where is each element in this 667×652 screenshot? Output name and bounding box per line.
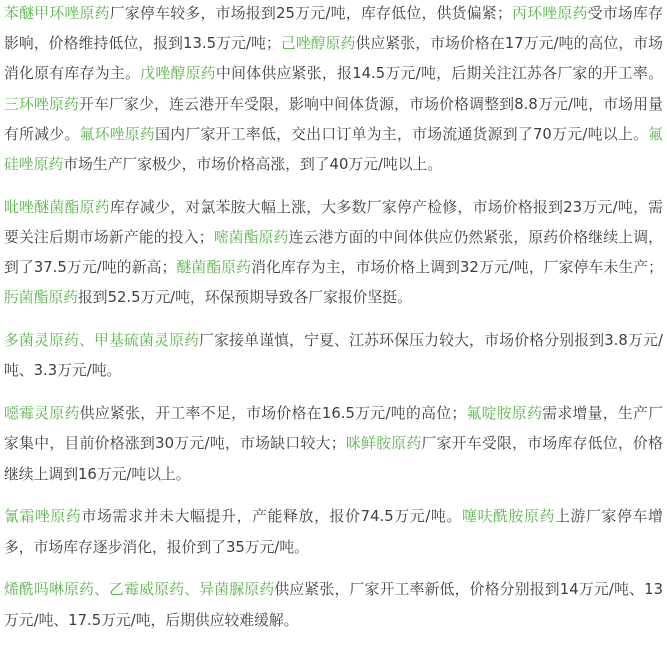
market-description-text: 连云港方面的中间体供应仍然紧张，原药价格继续上调，到了37.5万元/吨的新高； [4,229,663,277]
product-name-highlight: 噁霉灵原药 [4,405,80,423]
paragraph-hymexazol-fluazinam-prochloraz [4,399,663,490]
market-description-text: 需求增量，生产厂家集中，目前价格涨到30万元/吨，市场缺口较大； [4,405,663,453]
product-name-highlight: 咪鲜胺原药 [345,435,422,453]
product-name-highlight: 苯醚甲环唑原药 [4,5,110,22]
paragraph-benzimidazole-fungicides [4,326,663,386]
market-description-text: 库存减少，对氯苯胺大幅上涨，大多数厂家停产检修，市场价格报到23万元/吨，需要关注后期市场新产能的投入； [4,198,663,247]
market-description-text: 供应紧张，厂家开工率新低，价格分别报到14万元/吨、13万元/吨、17.5万元/吨，后期供应较难缓解。 [4,581,663,629]
market-description-text: 消化库存为主，市场价格上调到32万元/吨，厂家停车未生产； [251,259,663,277]
market-description-text: 报到52.5万元/吨，环保预期导致各厂家报价坚挺。 [78,289,412,307]
product-name-highlight: 氟硅唑原药 [4,125,663,174]
market-description-text: 国内厂家开工率低，交出口订单为主，市场流通货源到了70万元/吨以上。 [155,125,649,143]
product-name-highlight: 戊唑醇原药 [140,65,216,83]
product-name-highlight: 氟环唑原药 [79,125,156,143]
product-name-highlight: 丙环唑原药 [511,5,588,22]
product-name-highlight: 氰霜唑原药 [4,508,82,526]
product-name-highlight: 烯酰吗啉原药、乙霉威原药、异菌脲原药 [4,581,275,599]
market-description-text: 供应紧张，开工率不足，市场价格在16.5万元/吨的高位； [79,405,467,423]
paragraph-cyazofamid-thifluzamide [4,502,663,562]
market-description-text: 厂家开车受限，市场库存低位，价格继续上调到16万元/吨以上。 [4,435,663,483]
market-description-text: 上游厂家停车增多，市场库存逐步消化，报价到了35万元/吨。 [4,508,663,556]
product-name-highlight: 醚菌酯原药 [176,259,252,277]
market-description-text: 市场生产厂家极少，市场价格高涨，到了40万元/吨以上。 [63,156,443,174]
product-name-highlight: 三环唑原药 [4,95,80,113]
product-name-highlight: 多菌灵原药、甲基硫菌灵原药 [4,332,200,350]
market-description-text: 中间体供应紧张，报14.5万元/吨，后期关注江苏各厂家的开工率。 [215,65,663,83]
market-description-text: 开车厂家少，连云港开车受限，影响中间体货源，市场价格调整到8.8万元/吨，市场用量有所减少。 [4,95,663,143]
market-description-text: 受市场库存影响，价格维持低位，报到13.5万元/吨； [4,5,663,53]
product-name-highlight: 氟啶胺原药 [466,405,543,423]
market-description-text: 市场需求并未大幅提升，产能释放，报价74.5万元/吨。 [81,508,463,526]
product-name-highlight: 肟菌酯原药 [4,289,78,307]
product-name-highlight: 吡唑醚菌酯原药 [4,198,110,216]
market-description-text: 厂家停车较多，市场报到25万元/吨，库存低位，供货偏紧； [109,5,512,22]
market-description-text: 供应紧张，市场价格在17万元/吨的高位，市场消化原有库存为主。 [4,35,663,83]
product-name-highlight: 噻呋酰胺原药 [462,508,556,526]
paragraph-strobilurin-fungicides [4,193,663,314]
product-name-highlight: 己唑醇原药 [280,35,356,53]
paragraph-triazole-fungicides [4,0,663,180]
market-description-text: 厂家接单谨慎，宁夏、江苏环保压力较大，市场价格分别报到3.8万元/吨、3.3万元/吨。 [4,332,663,380]
product-name-highlight: 嘧菌酯原药 [213,229,289,247]
paragraph-dimethomorph-diethofencarb-iprodione [4,575,663,635]
